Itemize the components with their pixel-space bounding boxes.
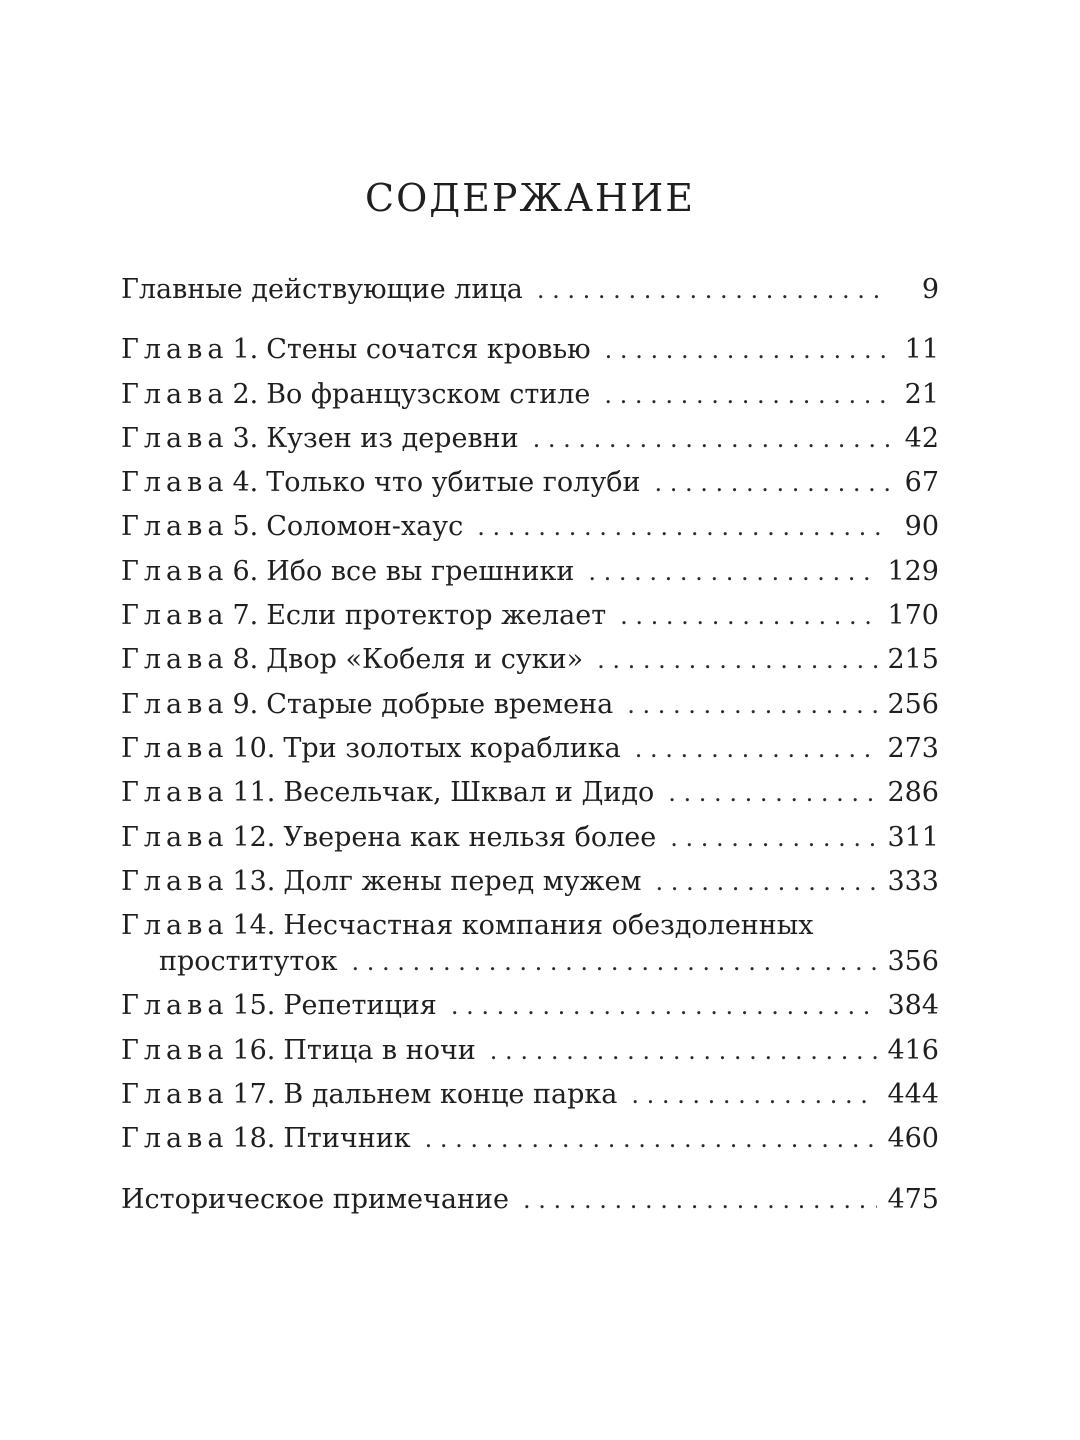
dot-leader <box>490 1029 878 1073</box>
chapter-prefix: Глава <box>121 910 229 942</box>
dot-leader <box>477 505 889 549</box>
chapter-page: 286 <box>887 777 939 809</box>
chapter-title: Соломон-хаус <box>266 511 464 543</box>
toc-entry-chapter-11[interactable] <box>121 771 939 815</box>
chapter-title: Кузен из деревни <box>266 422 519 454</box>
chapter-title: Долг жены перед мужем <box>283 865 642 897</box>
chapter-number: 9. <box>232 688 259 720</box>
chapter-prefix: Глава <box>121 865 229 897</box>
chapter-number: 1. <box>232 334 259 366</box>
chapter-prefix: Глава <box>121 467 229 499</box>
dot-leader <box>351 940 877 984</box>
chapter-title: Уверена как нельзя более <box>283 821 657 853</box>
chapter-prefix: Глава <box>121 990 229 1022</box>
dot-leader <box>631 1073 877 1117</box>
chapter-title: Весельчак, Шквал и Дидо <box>283 777 655 809</box>
chapter-prefix: Глава <box>121 688 229 720</box>
dot-leader <box>670 816 877 860</box>
chapter-number: 8. <box>232 644 259 676</box>
chapter-number: 13. <box>232 865 276 897</box>
chapter-number: 3. <box>232 422 259 454</box>
chapter-prefix: Глава <box>121 600 229 632</box>
toc-entry-chapter-17[interactable] <box>121 1073 939 1117</box>
toc-entry-chapter-13[interactable] <box>121 860 939 904</box>
chapter-page: 311 <box>887 821 939 853</box>
chapter-title: Только что убитые голуби <box>266 467 641 499</box>
chapter-title: Стены сочатся кровью <box>266 334 591 366</box>
chapter-page: 256 <box>887 688 939 720</box>
toc-entry-chapter-15[interactable] <box>121 984 939 1028</box>
toc-entry-back[interactable] <box>121 1178 939 1222</box>
chapter-number: 17. <box>232 1079 276 1111</box>
chapter-title: Три золотых кораблика <box>283 732 621 764</box>
toc-entry-chapter-2[interactable] <box>121 373 939 417</box>
toc-entry-chapter-3[interactable] <box>121 417 939 461</box>
chapter-page: 67 <box>904 467 939 499</box>
toc-entry-chapter-14-continued[interactable] <box>121 940 939 984</box>
chapter-prefix: Глава <box>121 555 229 587</box>
toc-entry-chapter-6[interactable] <box>121 550 939 594</box>
dot-leader <box>604 373 889 417</box>
chapter-number: 5. <box>232 511 259 543</box>
chapter-prefix: Глава <box>121 334 229 366</box>
dot-leader <box>537 268 889 312</box>
chapter-title: Двор «Кобеля и суки» <box>266 644 584 676</box>
chapter-title: Во французском стиле <box>266 378 591 410</box>
chapter-number: 4. <box>232 467 259 499</box>
chapter-number: 15. <box>232 990 276 1022</box>
chapter-number: 14. <box>232 910 276 942</box>
chapter-prefix: Глава <box>121 732 229 764</box>
chapter-page: 384 <box>887 990 939 1022</box>
chapter-number: 6. <box>232 555 259 587</box>
chapter-title: Если протектор желает <box>266 600 607 632</box>
chapter-page: 129 <box>887 555 939 587</box>
toc-entry-chapter-8[interactable] <box>121 638 939 682</box>
toc-heading: СОДЕРЖАНИЕ <box>365 176 695 220</box>
toc-entry-chapter-9[interactable] <box>121 683 939 727</box>
chapter-page: 333 <box>887 865 939 897</box>
chapter-prefix: Глава <box>121 1079 229 1111</box>
chapter-prefix: Глава <box>121 644 229 676</box>
toc-entry-chapter-4[interactable] <box>121 461 939 505</box>
dot-leader <box>620 594 877 638</box>
chapter-prefix: Глава <box>121 821 229 853</box>
chapter-page: 11 <box>904 334 939 366</box>
entry-title: Историческое примечание <box>121 1183 509 1215</box>
chapter-page: 21 <box>904 378 939 410</box>
chapter-page: 215 <box>887 644 939 676</box>
chapter-number: 18. <box>232 1123 276 1155</box>
chapter-title: Птица в ночи <box>283 1034 476 1066</box>
dot-leader <box>635 727 878 771</box>
chapter-page: 42 <box>904 422 939 454</box>
chapter-title-continued: проституток <box>159 946 338 978</box>
chapter-number: 10. <box>232 732 276 764</box>
chapter-title: Старые добрые времена <box>266 688 614 720</box>
chapter-number: 16. <box>232 1034 276 1066</box>
dot-leader <box>425 1117 878 1161</box>
toc-entry-chapter-18[interactable] <box>121 1117 939 1161</box>
chapter-prefix: Глава <box>121 378 229 410</box>
dot-leader <box>451 984 878 1028</box>
dot-leader <box>523 1178 877 1222</box>
chapter-page: 444 <box>887 1079 939 1111</box>
dot-leader <box>656 860 878 904</box>
chapter-page: 273 <box>887 732 939 764</box>
toc-entry-front[interactable] <box>121 268 939 312</box>
chapter-prefix: Глава <box>121 777 229 809</box>
dot-leader <box>597 638 877 682</box>
chapter-number: 12. <box>232 821 276 853</box>
table-of-contents <box>121 268 939 1222</box>
chapter-number: 11. <box>232 777 276 809</box>
dot-leader <box>654 461 889 505</box>
toc-entry-chapter-16[interactable] <box>121 1029 939 1073</box>
chapter-page: 416 <box>887 1034 939 1066</box>
chapter-number: 7. <box>232 600 259 632</box>
toc-entry-chapter-1[interactable] <box>121 328 939 372</box>
toc-entry-chapter-5[interactable] <box>121 505 939 549</box>
dot-leader <box>605 328 889 372</box>
dot-leader <box>588 550 877 594</box>
entry-title: Главные действующие лица <box>121 274 523 305</box>
toc-entry-chapter-7[interactable] <box>121 594 939 638</box>
chapter-page: 460 <box>887 1123 939 1155</box>
chapter-page: 356 <box>887 946 939 978</box>
chapter-title: В дальнем конце парка <box>283 1079 618 1111</box>
chapter-prefix: Глава <box>121 1123 229 1155</box>
chapter-title: Птичник <box>283 1123 411 1155</box>
chapter-prefix: Глава <box>121 511 229 543</box>
dot-leader <box>668 771 877 815</box>
entry-page: 9 <box>921 274 939 305</box>
dot-leader <box>533 417 889 461</box>
chapter-title: Репетиция <box>283 990 437 1022</box>
toc-entry-chapter-14[interactable] <box>121 904 939 940</box>
chapter-title: Ибо все вы грешники <box>266 555 575 587</box>
toc-entry-chapter-10[interactable] <box>121 727 939 771</box>
chapter-page: 90 <box>904 511 939 543</box>
entry-page: 475 <box>887 1183 939 1215</box>
dot-leader <box>627 683 877 727</box>
toc-entry-chapter-12[interactable] <box>121 816 939 860</box>
chapter-number: 2. <box>232 378 259 410</box>
chapter-prefix: Глава <box>121 1034 229 1066</box>
chapter-page: 170 <box>887 600 939 632</box>
chapter-title: Несчастная компания обездоленных <box>283 910 814 942</box>
chapter-prefix: Глава <box>121 422 229 454</box>
